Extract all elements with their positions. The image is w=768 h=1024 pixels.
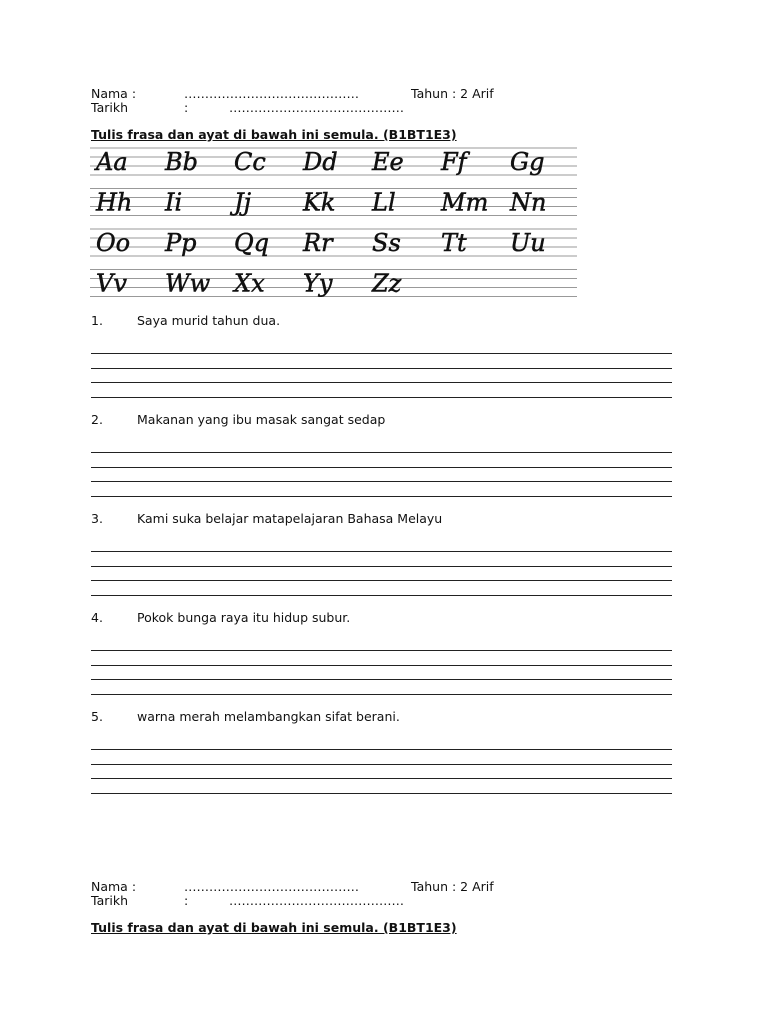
writing-line[interactable] [91, 793, 672, 794]
cursive-letter-pair: Pp [165, 229, 197, 257]
cursive-letter-pair: Ee [372, 148, 404, 176]
cursive-letter-pair: Kk [303, 188, 336, 217]
cursive-letter-pair: Tt [441, 229, 467, 257]
cursive-letter-pair: Zz [372, 269, 402, 298]
cursive-alphabet-chart [90, 144, 577, 306]
chart-letters [94, 148, 546, 298]
writing-line[interactable] [91, 551, 672, 552]
writing-line[interactable] [91, 566, 672, 567]
tarikh-blank[interactable]: …………………………………… [229, 100, 404, 115]
cursive-letter-pair: Aa [96, 148, 128, 176]
writing-line[interactable] [91, 353, 672, 354]
footer-nama-blank[interactable]: …………………………………… [184, 879, 359, 894]
footer-nama-label: Nama : [91, 879, 137, 894]
cursive-letter-pair: Ss [372, 229, 401, 257]
cursive-letter-pair: Oo [96, 229, 131, 257]
footer-tahun-label: Tahun : 2 Arif [411, 879, 494, 894]
writing-line[interactable] [91, 368, 672, 369]
question-number: 4. [91, 610, 103, 625]
cursive-letter-pair: Ff [441, 148, 467, 176]
tarikh-label: Tarikh [91, 100, 128, 115]
cursive-letter-pair: Gg [510, 148, 545, 176]
cursive-letter-pair: Rr [303, 229, 333, 257]
cursive-letter-pair: Qq [234, 229, 270, 257]
footer-instruction-title: Tulis frasa dan ayat di bawah ini semula. (B1BT1E3) [91, 920, 457, 935]
nama-label: Nama : [91, 86, 137, 101]
writing-line[interactable] [91, 764, 672, 765]
writing-line[interactable] [91, 749, 672, 750]
cursive-letter-pair: Bb [165, 148, 198, 176]
question-text: Kami suka belajar matapelajaran Bahasa Melayu [137, 511, 443, 526]
cursive-letter-pair: Vv [96, 269, 127, 298]
question-text: Saya murid tahun dua. [137, 313, 281, 328]
question-number: 2. [91, 412, 103, 427]
footer-tarikh-colon: : [184, 893, 189, 908]
tahun-label: Tahun : 2 Arif [411, 86, 494, 101]
writing-line[interactable] [91, 595, 672, 596]
question-number: 1. [91, 313, 103, 328]
writing-line[interactable] [91, 679, 672, 680]
question-text: Pokok bunga raya itu hidup subur. [137, 610, 351, 625]
cursive-letter-pair: Ll [372, 188, 396, 217]
writing-line[interactable] [91, 650, 672, 651]
writing-line[interactable] [91, 496, 672, 497]
cursive-letter-pair: Xx [234, 269, 265, 298]
instruction-title: Tulis frasa dan ayat di bawah ini semula. (B1BT1E3) [91, 127, 457, 142]
cursive-letter-pair: Dd [303, 148, 338, 176]
question-text: warna merah melambangkan sifat berani. [137, 709, 400, 724]
cursive-letter-pair: Jj [234, 188, 252, 217]
nama-blank[interactable]: …………………………………… [184, 86, 359, 101]
writing-line[interactable] [91, 778, 672, 779]
writing-line[interactable] [91, 397, 672, 398]
cursive-letter-pair: Yy [303, 269, 333, 298]
cursive-letter-pair: Mm [441, 188, 489, 217]
writing-line[interactable] [91, 452, 672, 453]
tarikh-colon: : [184, 100, 189, 115]
cursive-letter-pair: Hh [96, 188, 133, 217]
writing-line[interactable] [91, 382, 672, 383]
writing-line[interactable] [91, 467, 672, 468]
cursive-letter-pair: Ww [165, 269, 211, 298]
footer-tarikh-label: Tarikh [91, 893, 128, 908]
footer-tarikh-blank[interactable]: …………………………………… [229, 893, 404, 908]
writing-line[interactable] [91, 580, 672, 581]
question-number: 5. [91, 709, 103, 724]
writing-line[interactable] [91, 481, 672, 482]
writing-line[interactable] [91, 694, 672, 695]
question-text: Makanan yang ibu masak sangat sedap [137, 412, 386, 427]
cursive-letter-pair: Cc [234, 148, 266, 176]
cursive-letter-pair: Ii [165, 188, 183, 217]
cursive-letter-pair: Nn [510, 188, 547, 217]
question-number: 3. [91, 511, 103, 526]
writing-line[interactable] [91, 665, 672, 666]
cursive-letter-pair: Uu [510, 229, 546, 257]
